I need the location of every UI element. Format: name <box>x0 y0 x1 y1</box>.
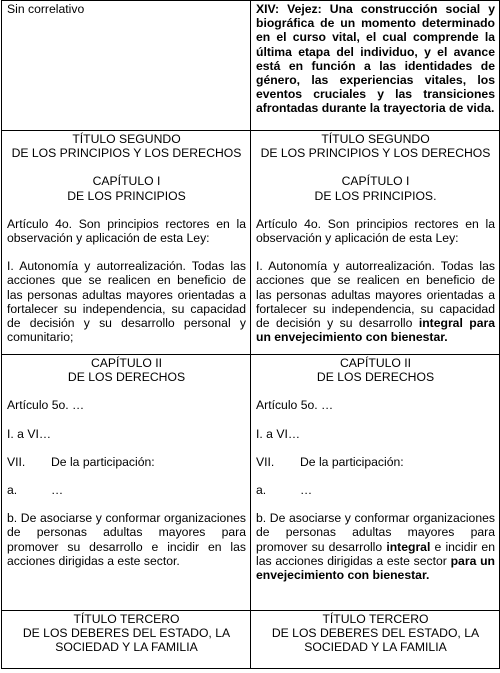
fraccion-plain: I. Autonomía y autorrealización. Todas las acciones que se realicen en beneficio de las personas adultas mayores orientadas a fortalecer su independencia, su capacidad de decisión y su desarrollo <box>256 259 495 331</box>
inciso-b-text: b. De asociarse y conformar organizaciones de personas adultas mayores para promover su desarrollo e incidir en las acciones dirigidas a este sector. <box>7 511 246 568</box>
titulo-subheading: DE LOS DEBERES DEL ESTADO, LA SOCIEDAD Y LA FAMILIA <box>271 626 480 655</box>
titulo-heading: TÍTULO SEGUNDO <box>72 132 181 146</box>
articulo-text: Artículo 4o. Son principios rectores en la observación y aplicación de esta Ley: <box>7 216 246 246</box>
right-cell <box>251 355 500 611</box>
table-row <box>2 611 500 669</box>
inciso-b-mid: e incidir en las acciones dirigidas a este sector <box>256 539 495 568</box>
inciso-b-bold-integral: integral <box>386 539 431 554</box>
inciso-b-plain: b. De asociarse y conformar organizaciones de personas adultas mayores para promover su desarrollo <box>256 511 495 554</box>
fraccion-text <box>256 259 495 344</box>
fracciones-text: I. a VI… <box>256 426 301 441</box>
titulo-subheading: DE LOS DEBERES DEL ESTADO, LA SOCIEDAD Y LA FAMILIA <box>22 626 231 655</box>
item-text: … <box>51 483 64 498</box>
inciso-b-text <box>256 511 495 582</box>
capitulo-subheading: DE LOS PRINCIPIOS <box>67 188 186 203</box>
capitulo-heading: CAPÍTULO I <box>341 174 410 189</box>
right-cell <box>251 1 500 131</box>
item-number: a. <box>7 483 18 498</box>
articulo-text: Artículo 5o. … <box>7 398 85 413</box>
left-cell <box>2 1 251 131</box>
capitulo-heading: CAPÍTULO II <box>339 356 412 370</box>
fraccion-text: I. Autonomía y autorrealización. Todas las acciones que se realicen en beneficio de las personas adultas mayores orientadas a fortalecer su independencia, su capacidad de decisión y su desarrollo personal y comunitario; <box>7 259 246 345</box>
fraccion-bold: integral para un envejecimiento con bienestar. <box>256 316 496 345</box>
table-row <box>2 355 500 611</box>
item-number: VII. <box>256 454 275 469</box>
titulo-subheading: DE LOS PRINCIPIOS Y LOS DERECHOS <box>260 146 491 161</box>
item-text: De la participación: <box>300 454 404 469</box>
item-number: VII. <box>7 454 26 469</box>
titulo-subheading: DE LOS PRINCIPIOS Y LOS DERECHOS <box>11 146 242 161</box>
fracciones-text: I. a VI… <box>7 426 52 441</box>
capitulo-subheading: DE LOS PRINCIPIOS. <box>314 188 437 203</box>
left-cell <box>2 131 251 355</box>
list-item <box>256 455 495 469</box>
right-cell <box>251 131 500 355</box>
titulo-heading: TÍTULO TERCERO <box>73 612 180 626</box>
item-text: De la participación: <box>51 454 155 469</box>
capitulo-heading: CAPÍTULO II <box>90 356 163 370</box>
vejez-definition: XIV: Vejez: Una construcción social y biográfica de un momento determinado en el curso vital, el cual comprende la última etapa del individuo, y el avance está en función a las identidades de género, las experiencias vitales, los eventos cruciales y las transiciones afrontadas durante la trayectoria de vida. <box>256 2 495 116</box>
list-item <box>7 455 246 469</box>
articulo-text: Artículo 4o. Son principios rectores en la observación y aplicación de esta Ley: <box>256 216 495 246</box>
titulo-heading: TÍTULO SEGUNDO <box>321 132 430 146</box>
item-text: … <box>300 483 313 498</box>
sin-correlativo-text: Sin correlativo <box>7 2 85 16</box>
capitulo-heading: CAPÍTULO I <box>92 174 161 189</box>
capitulo-subheading: DE LOS DERECHOS <box>316 370 435 385</box>
inciso-b-bold-bienestar: para un envejecimiento con bienestar. <box>256 553 495 583</box>
table-row <box>2 1 500 131</box>
comparative-table <box>1 0 500 669</box>
left-cell <box>2 611 251 669</box>
articulo-text: Artículo 5o. … <box>256 398 334 413</box>
table-row <box>2 131 500 355</box>
titulo-heading: TÍTULO TERCERO <box>322 612 429 626</box>
left-cell <box>2 355 251 611</box>
capitulo-subheading: DE LOS DERECHOS <box>67 370 186 385</box>
item-number: a. <box>256 483 267 498</box>
list-item <box>256 483 495 497</box>
right-cell <box>251 611 500 669</box>
list-item <box>7 483 246 497</box>
